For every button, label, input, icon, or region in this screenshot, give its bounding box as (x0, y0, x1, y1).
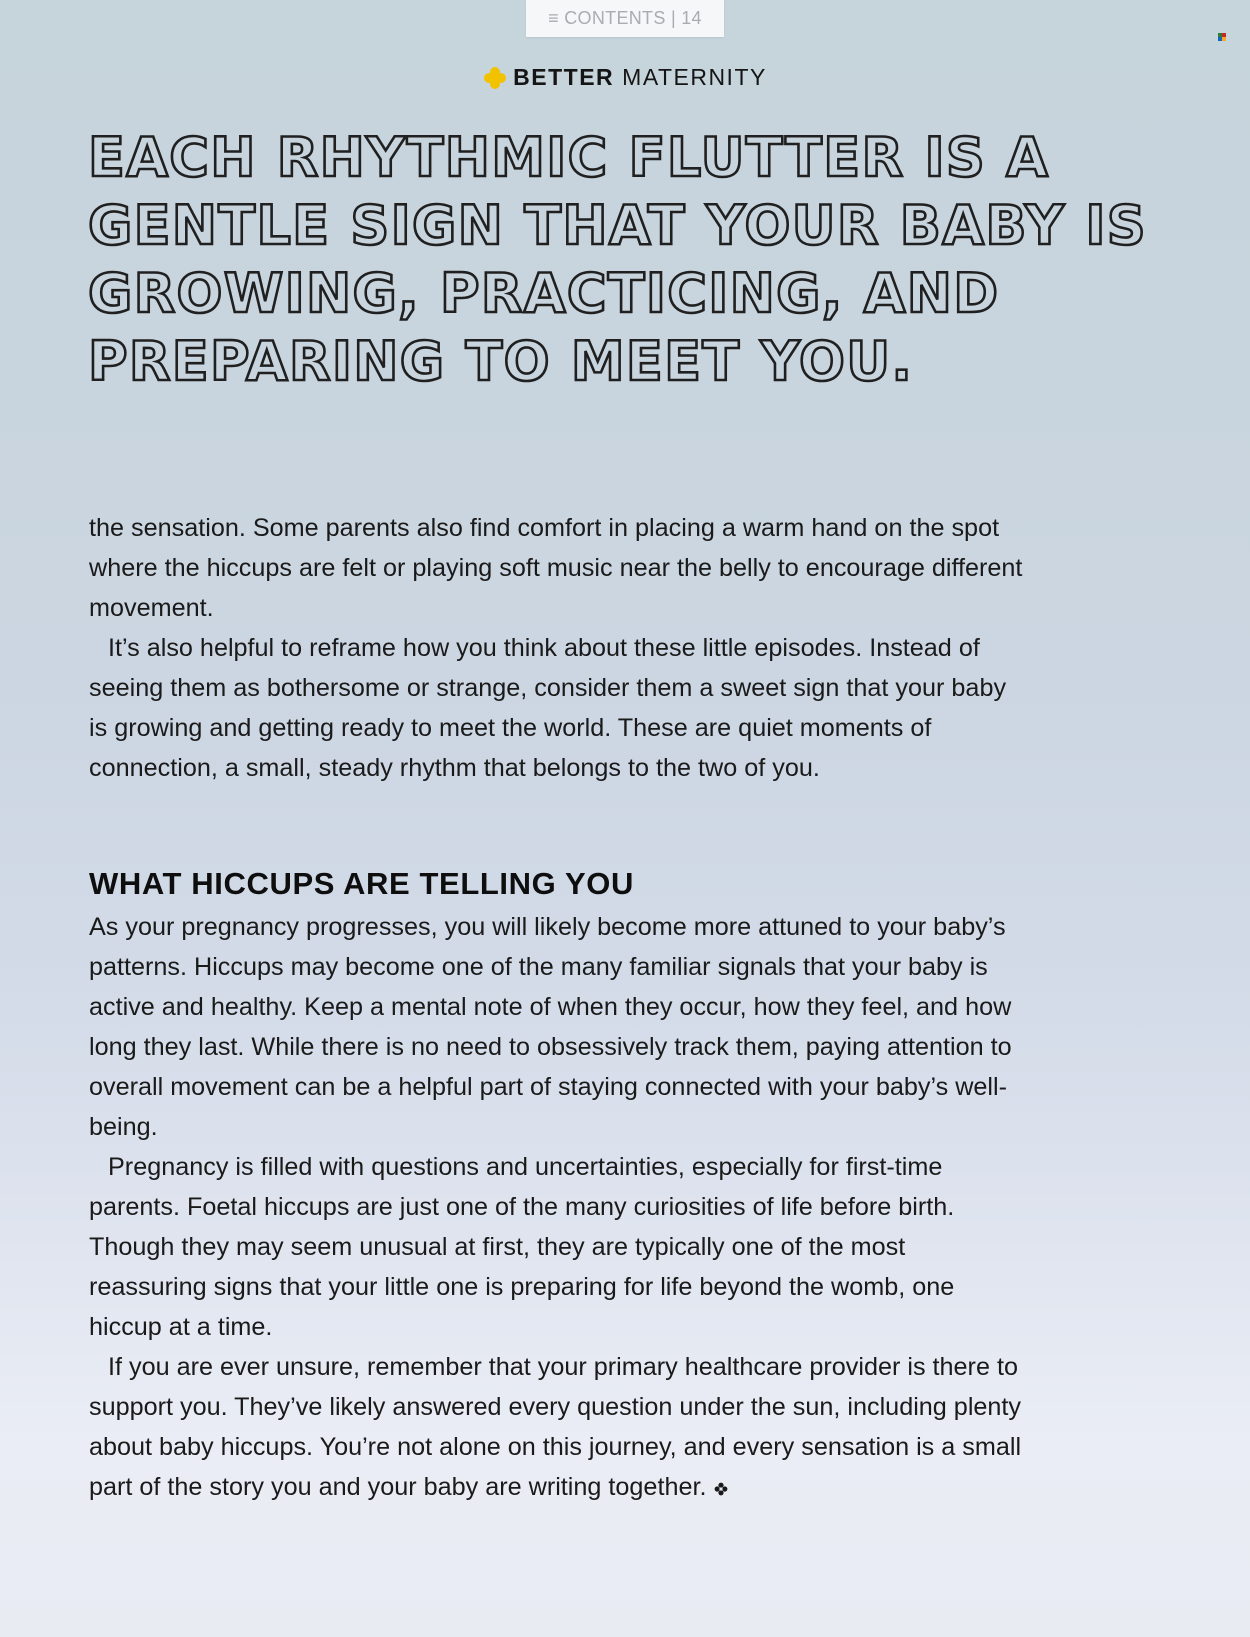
contents-nav-label: ≡ CONTENTS | 14 (548, 8, 702, 28)
contents-nav-tab[interactable] (526, 0, 724, 37)
end-of-article-icon (714, 1482, 728, 1496)
masthead (0, 64, 1250, 91)
intro-text (89, 508, 1029, 788)
section-paragraph-2: Pregnancy is filled with questions and uncertainties, especially for first-time parents. Foetal hiccups are just one of the many curiosities of life before birth. Though they may seem unusual at first, they are typically one of the most reassuring signs that your little one is preparing for life beyond the womb, one hiccup at a time. (89, 1153, 955, 1341)
intro-paragraph-2: It’s also helpful to reframe how you think about these little episodes. Instead of seeing them as bothersome or strange, consider them a sweet sign that your baby is growing and getting ready to meet the world. These are quiet moments of connection, a small, steady rhythm that belongs to the two of you. (89, 634, 1007, 782)
corner-color-mark-icon (1218, 33, 1226, 41)
intro-paragraph-1: the sensation. Some parents also find comfort in placing a warm hand on the spot where the hiccups are felt or playing soft music near the belly to encourage different movement. (89, 514, 1023, 622)
section-paragraph-3 (89, 1347, 1029, 1507)
section-paragraph-3-text: If you are ever unsure, remember that your primary healthcare provider is there to support you. They’ve likely answered every question under the sun, including plenty about baby hiccups. You’re not alone on this journey, and every sensation is a small part of the story you and your baby are writing together. (89, 1353, 1022, 1501)
section-paragraph-1: As your pregnancy progresses, you will likely become more attuned to your baby’s patterns. Hiccups may become one of the many familiar signals that your baby is active and healthy. Keep a mental note of when they occur, how they feel, and how long they last. While there is no need to obsessively track them, paying attention to overall movement can be a helpful part of staying connected with your baby’s well-being. (89, 913, 1012, 1141)
brand-name-light: MATERNITY (622, 64, 767, 90)
section-text (89, 907, 1029, 1507)
page-headline: EACH RHYTHMIC FLUTTER IS A GENTLE SIGN THAT YOUR BABY IS GROWING, PRACTICING, AND PREPARING TO MEET YOU. (88, 126, 1147, 393)
yellow-cross-flower-icon (483, 66, 507, 90)
brand-name-bold: BETTER (513, 64, 615, 90)
section-heading: WHAT HICCUPS ARE TELLING YOU (89, 866, 634, 901)
